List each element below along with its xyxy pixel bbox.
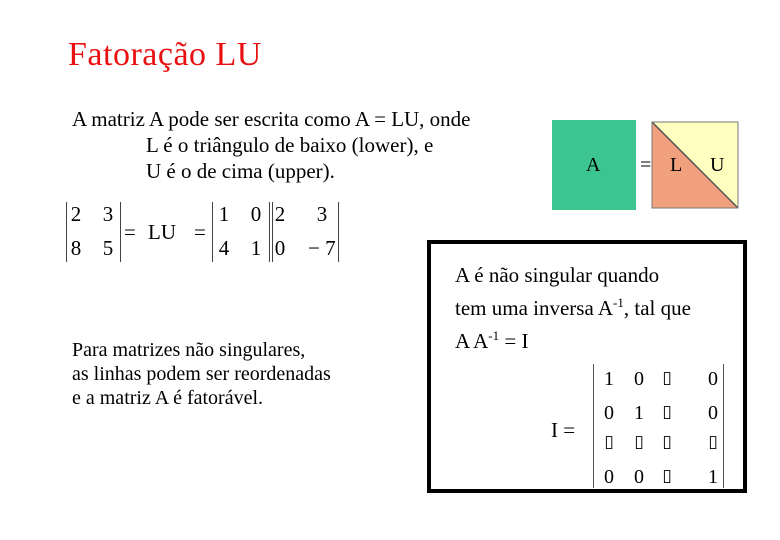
reorder-note (72, 338, 331, 410)
box-line-3 (455, 322, 691, 355)
identity-cell: 1 (708, 466, 718, 488)
intro-line-1: A matriz A pode ser escrita como A = LU, onde (72, 107, 471, 131)
lu-label: LU (148, 220, 176, 244)
identity-cell: 1 (604, 368, 614, 390)
u-label: U (710, 154, 725, 176)
nonsingular-box (427, 240, 747, 493)
nonsingular-text (455, 262, 691, 355)
matrix-u-cell: 0 (274, 236, 286, 260)
equals-sign: = (194, 220, 206, 244)
matrix-l-cell: 0 (250, 202, 262, 226)
intro-text (72, 106, 471, 184)
matrix-a-cell: 8 (70, 236, 82, 260)
identity-cell: 0 (708, 368, 718, 390)
matrix-l-cell: 4 (218, 236, 230, 260)
intro-line-3: U é o de cima (upper). (146, 159, 335, 183)
a-label: A (586, 154, 601, 176)
superscript: -1 (488, 328, 500, 343)
identity-cell: 0 (634, 368, 644, 390)
matrix-u-cell: 2 (274, 202, 286, 226)
identity-cell: ▯ (662, 432, 672, 452)
identity-right-bar (723, 364, 724, 488)
equals-sign: = (640, 154, 652, 176)
matrix-l-cell: 1 (250, 236, 262, 260)
identity-cell: ▯ (662, 368, 672, 388)
matrix-a-cell: 3 (102, 202, 114, 226)
l-label: L (670, 154, 683, 176)
identity-cell: 0 (634, 466, 644, 488)
note-line-1: Para matrizes não singulares, (72, 339, 306, 361)
box-line-2-text: tem uma inversa A (455, 296, 614, 320)
matrix-u-cell: − 7 (308, 236, 336, 260)
box-line-3-end: = I (499, 329, 529, 353)
matrix-l-left-bar (212, 202, 213, 262)
identity-cell: ▯ (634, 432, 644, 452)
identity-cell: 0 (604, 402, 614, 424)
box-line-2-end: , tal que (623, 296, 691, 320)
matrix-a-right-bar (120, 202, 121, 262)
matrix-l-cell: 1 (218, 202, 230, 226)
identity-cell: ▯ (604, 432, 614, 452)
lu-diagram (552, 120, 742, 210)
note-line-2: as linhas podem ser reordenadas (72, 363, 331, 385)
identity-cell: ▯ (708, 432, 718, 452)
identity-cell: 1 (634, 402, 644, 424)
matrix-u-right-bar (338, 202, 339, 262)
box-line-2 (455, 289, 691, 322)
box-line-3-text: A A (455, 329, 489, 353)
superscript: -1 (613, 295, 624, 310)
identity-cell: ▯ (662, 402, 672, 422)
note-line-3: e a matriz A é fatorável. (72, 387, 264, 409)
matrix-u-cell: 3 (316, 202, 328, 226)
identity-cell: 0 (604, 466, 614, 488)
identity-cell: 0 (708, 402, 718, 424)
page-title: Fatoração LU (68, 36, 262, 73)
equals-sign: = (124, 220, 136, 244)
identity-cell: ▯ (662, 466, 672, 486)
matrix-a-cell: 5 (102, 236, 114, 260)
matrix-a-cell: 2 (70, 202, 82, 226)
identity-label: I = (551, 418, 576, 442)
identity-left-bar (593, 364, 594, 488)
intro-line-2: L é o triângulo de baixo (lower), e (146, 133, 434, 157)
box-line-1: A é não singular quando (455, 263, 660, 287)
